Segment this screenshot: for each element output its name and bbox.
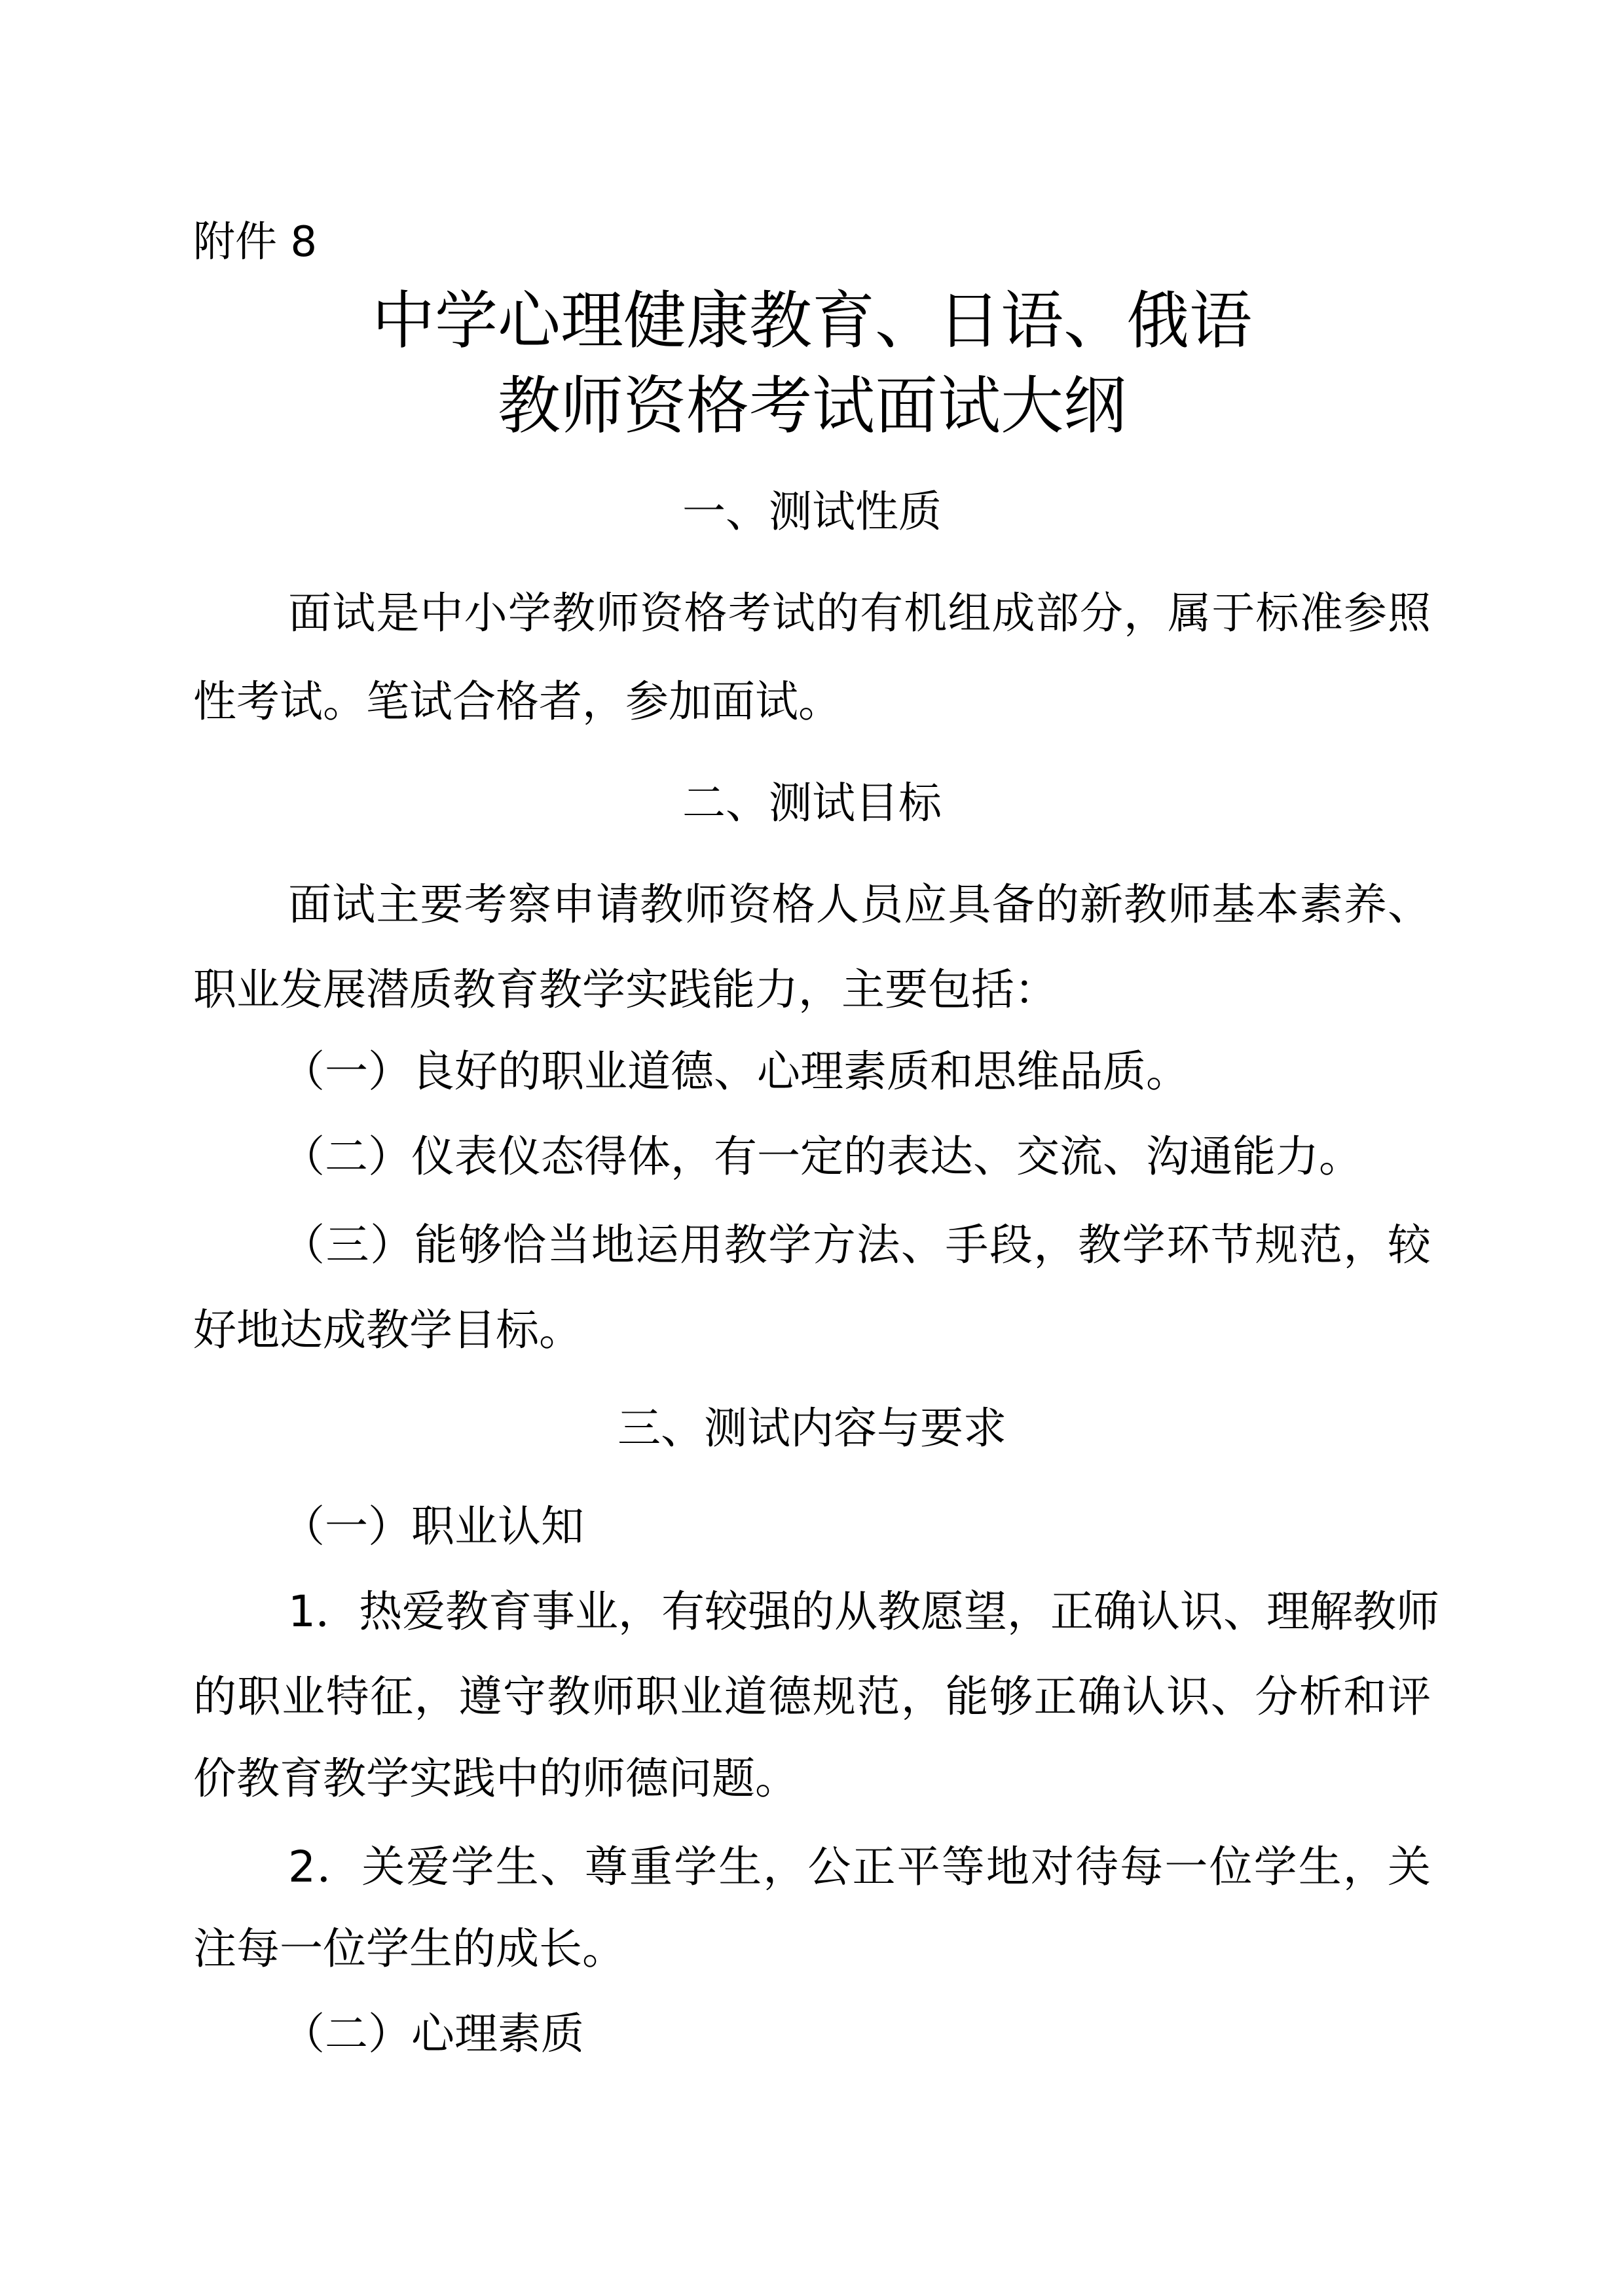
paragraph-line: 性考试。笔试合格者，参加面试。 [193,676,841,727]
goal-item-2: （二）仪表仪态得体，有一定的表达、交流、沟通能力。 [282,1131,1362,1182]
section-heading-content: 三、测试内容与要求 [618,1403,1006,1453]
content-item-1-line-2: 的职业特征，遵守教师职业道德规范，能够正确认识、分析和评 [193,1671,1431,1722]
content-item-2-line-2: 注每一位学生的成长。 [193,1923,625,1974]
document-title-line-1: 中学心理健康教育、日语、俄语 [372,284,1252,357]
content-item-1: 1．热爱教育事业，有较强的从教愿望，正确认识、理解教师 [288,1586,1439,1637]
subsection-title-career-cognition: （一）职业认知 [282,1501,584,1552]
section-heading-nature: 一、测试性质 [682,486,942,537]
paragraph-line: 面试主要考察申请教师资格人员应具备的新教师基本素养、 [288,879,1431,930]
goal-item-3: （三）能够恰当地运用教学方法、手段，教学环节规范，较 [282,1220,1431,1270]
goal-item-1: （一）良好的职业道德、心理素质和思维品质。 [282,1046,1189,1097]
paragraph-line: 职业发展潜质教育教学实践能力，主要包括： [193,964,1058,1015]
paragraph-line: 面试是中小学教师资格考试的有机组成部分，属于标准参照 [288,588,1431,638]
attachment-label: 附件 8 [193,218,318,266]
subsection-title-psychological-quality: （二）心理素质 [282,2009,584,2059]
section-heading-goals: 二、测试目标 [682,778,942,828]
document-title-line-2: 教师资格考试面试大纲 [498,369,1126,443]
content-item-1-line-3: 价教育教学实践中的师德问题。 [193,1753,798,1804]
goal-item-3-continued: 好地达成教学目标。 [193,1305,582,1355]
content-item-2: 2．关爱学生、尊重学生，公正平等地对待每一位学生，关 [288,1842,1431,1892]
